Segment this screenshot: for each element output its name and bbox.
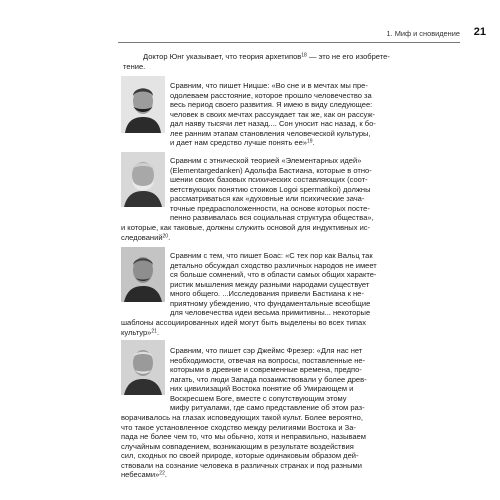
portrait-bastian — [121, 152, 165, 207]
text-line: сил, сходных по своей природе, которые одинаковым образом дей- — [121, 451, 359, 461]
text-line: них цивилизаций Востока понятие об Умирающем и — [170, 384, 354, 394]
intro-paragraph — [123, 52, 390, 71]
boas-paragraph — [170, 251, 377, 318]
text-line: лее ранним этапам становления человеческой культуры, — [170, 128, 371, 138]
text-line: рассматриваться как «духовные или психические зача- — [170, 194, 365, 204]
text-line: необходимости, отвечая на вопросы, поставленные не- — [170, 355, 366, 365]
text-line: лагать, что люди Запада позаимствовали у более древ- — [170, 374, 367, 384]
text-line: приятному убеждению, что фундаментальные всеобщие — [170, 298, 371, 308]
text-line: детально обсуждал сходство различных народов не имеет — [170, 260, 377, 270]
header-title: 1. Миф и сновидение — [386, 29, 460, 38]
frazer-paragraph-cont — [121, 413, 366, 480]
footnote-ref: 19 — [307, 138, 313, 145]
footnote-ref: 22 — [159, 470, 165, 477]
text-line: ристик мышления между разными народами существует — [170, 279, 370, 289]
bastian-paragraph-cont — [121, 223, 370, 242]
text-line: и дает нам средство лучше понять ее»$^{19}$. — [170, 138, 315, 148]
portrait-boas-icon — [121, 247, 165, 302]
text-line: дал наяву тысячи лет назад.... Сон уносит нас назад, к бо- — [170, 119, 376, 129]
text-line: что такое установленное сходство между религиями Востока и За- — [121, 422, 356, 432]
header-rule — [118, 42, 460, 43]
text-line: тение. — [123, 61, 146, 71]
text-line: весь период своего развития. Я имею в виду следующее: — [170, 100, 373, 110]
bastian-paragraph — [170, 156, 374, 223]
text-line: пенно развивалась вся социальная структура общества», — [170, 213, 374, 223]
portrait-bastian-icon — [121, 152, 165, 207]
text-line: и которые, как таковые, должны служить основой для индуктивных ис- — [121, 223, 371, 232]
text-line: человек в своих мечтах рассуждает так же, как он рассуж- — [170, 109, 375, 119]
text-line: Сравним, что пишет Ницше: «Во сне и в мечтах мы пре- — [170, 81, 368, 90]
text-line: следований$^{20}$. — [121, 232, 171, 242]
running-header — [118, 27, 486, 43]
text-line: Сравним, что пишет сэр Джеймс Фрезер: «Для нас нет — [170, 346, 363, 355]
footnote-ref: 18 — [301, 52, 307, 59]
text-line: пада не более чем то, что мы обычно, хотя и неправильно, называем — [121, 432, 366, 442]
text-line: ворачивалось на глазах исповедующих такой культ. Более вероятно, — [121, 413, 363, 422]
portrait-boas — [121, 247, 165, 302]
frazer-paragraph — [170, 346, 367, 413]
text-line: шении своих базовых психических составляющих (соот- — [170, 175, 368, 185]
boas-paragraph-cont — [121, 318, 366, 337]
text-line: небесами»$^{22}$. — [121, 470, 167, 480]
text-line: культур»$^{21}$. — [121, 327, 160, 337]
text-line: (Elementargedanken) Адольфа Бастиана, которые в отно- — [170, 165, 372, 175]
text-line: случайным совпадением, возникающим в результате воздействия — [121, 441, 354, 451]
footnote-ref: 20 — [162, 233, 169, 240]
footnote-ref: 21 — [151, 328, 157, 335]
text-line: для человечества идеи весьма примитивны... некоторые — [170, 308, 371, 318]
text-line: Сравним с тем, что пишет Боас: «С тех пор как Вальц так — [170, 251, 373, 260]
text-line: одолеваем расстояние, которое прошло человечество за — [170, 90, 372, 100]
text-line: Сравним с этнической теорией «Элементарных идей» — [170, 156, 362, 165]
text-line: Воскресшем Боге, вместе с сопутствующим этому — [170, 393, 347, 403]
text-line: ся больше сомнений, что в области самых общих характе- — [170, 270, 377, 280]
text-line: Доктор Юнг указывает, что теория архетипов$^{18}$ — это не его изобрете- — [143, 52, 390, 61]
portrait-nietzsche-icon — [121, 76, 165, 133]
portrait-nietzsche — [121, 76, 165, 133]
text-line: мифу ритуалами, где само представление об этом раз- — [170, 403, 365, 413]
text-line: точные предрасположенности, на основе которых посте- — [170, 203, 370, 213]
nietzsche-paragraph — [170, 81, 376, 148]
text-line: ствовали на сознание человека в различных странах и под разными — [121, 460, 362, 470]
text-line: которыми в древние и современные времена, предпо- — [170, 365, 362, 375]
page-number: 21 — [473, 26, 486, 38]
portrait-frazer-icon — [121, 340, 165, 395]
text-line: шаблоны ассоциированных идей могут быть выделены во всех типах — [121, 318, 366, 327]
portrait-frazer — [121, 340, 165, 395]
text-line: ветствующих понятию стоиков Logoi spermatikoi) должны — [170, 184, 371, 194]
text-line: много общего. ...Исследования привели Бастиана к не- — [170, 289, 364, 299]
